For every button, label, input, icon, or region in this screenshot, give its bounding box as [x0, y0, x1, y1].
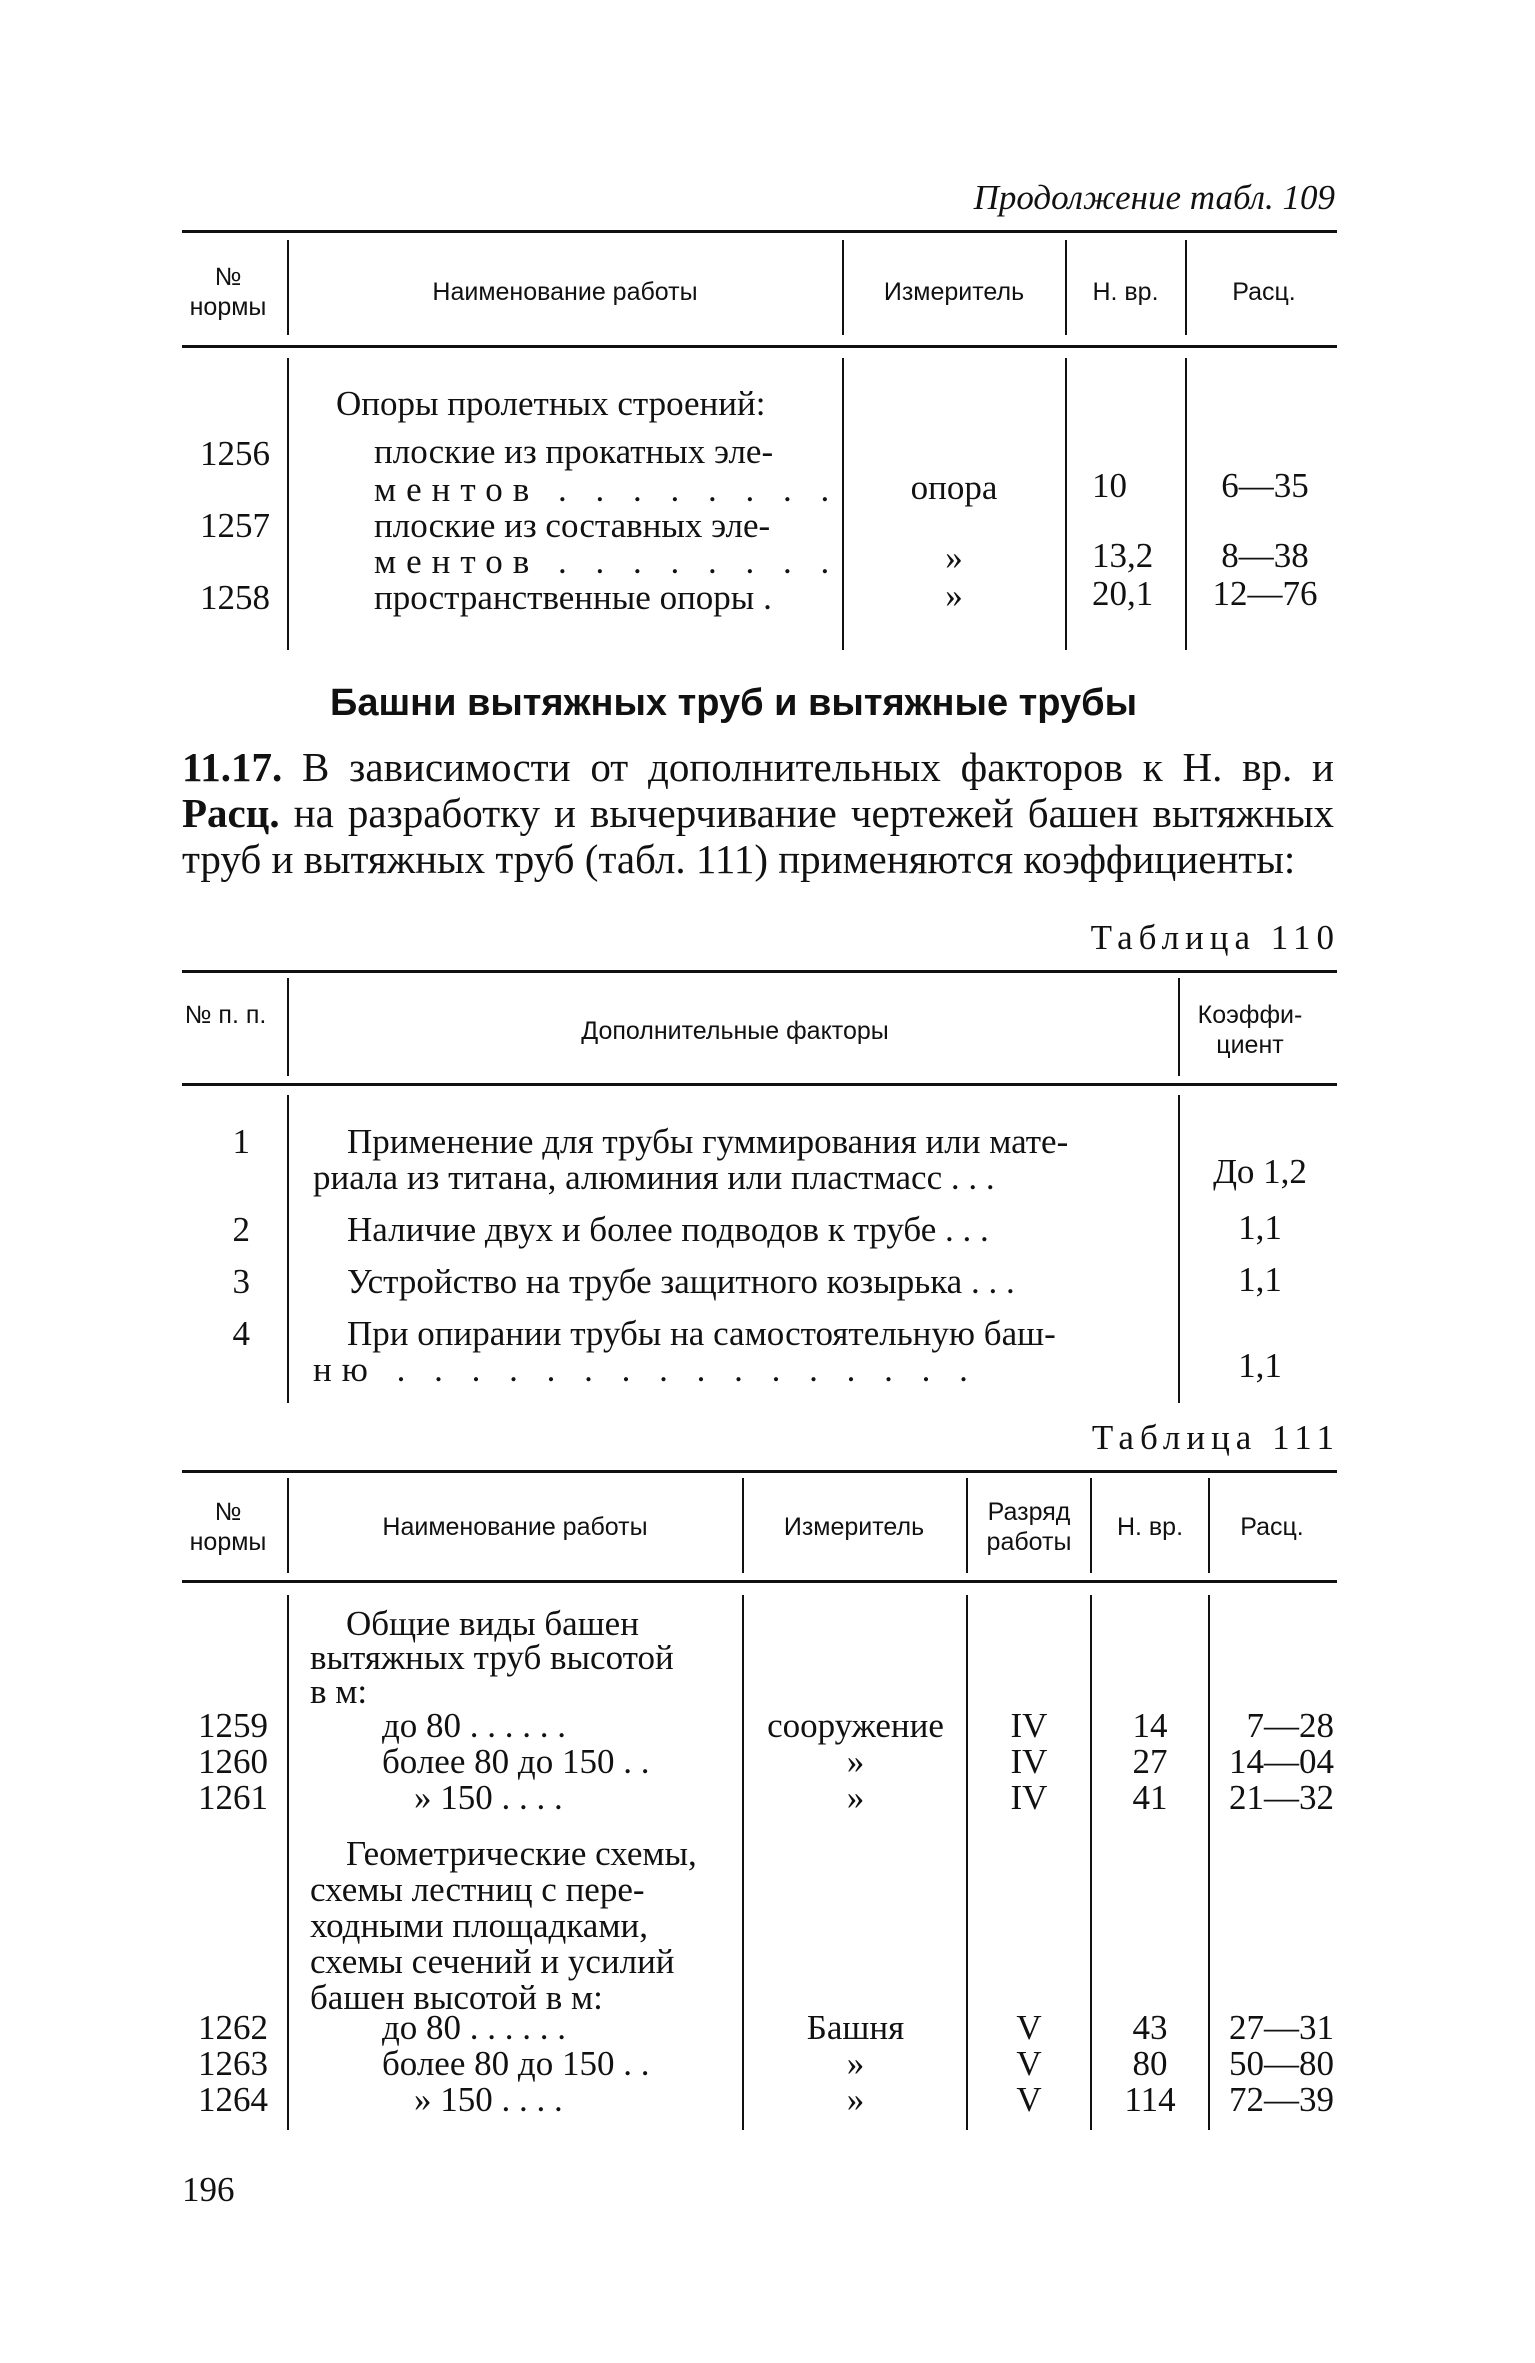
- divider: [842, 358, 844, 650]
- unit-cell: опора: [910, 468, 998, 507]
- group-title-line: Общие виды башен: [346, 1604, 639, 1643]
- unit-cell: Башня: [806, 2008, 905, 2047]
- work-name-line: до 80 . . . . . .: [382, 1706, 567, 1745]
- rate-cell: 14—04: [1229, 1742, 1334, 1781]
- work-name-line: плоские из прокатных эле-: [374, 432, 774, 471]
- norm-number: 1261: [198, 1778, 268, 1817]
- rate-cell: 7—28: [1246, 1706, 1334, 1745]
- norm-number: 1264: [198, 2080, 268, 2119]
- coefficient-cell: 1,1: [1238, 1346, 1282, 1385]
- header-unit: Измеритель: [883, 278, 1025, 306]
- time-norm-cell: 10: [1092, 466, 1127, 505]
- rate-cell: 50—80: [1229, 2044, 1334, 2083]
- unit-cell: »: [846, 2080, 865, 2119]
- page-number: 196: [182, 2170, 235, 2209]
- work-name-line: до 80 . . . . . .: [382, 2008, 567, 2047]
- work-name-line: ментов . . . . . . . .: [374, 470, 840, 509]
- work-name-line: пространственные опоры .: [374, 578, 772, 617]
- divider: [1090, 1595, 1092, 2130]
- header-norm-number: № нормы: [189, 263, 267, 321]
- unit-cell: »: [945, 576, 963, 615]
- unit-cell: »: [846, 1778, 865, 1817]
- time-norm-cell: 114: [1124, 2080, 1176, 2119]
- divider: [1178, 1095, 1180, 1403]
- header-rate: Расц.: [1240, 1513, 1304, 1541]
- work-name-line: более 80 до 150 . .: [382, 2044, 650, 2083]
- norm-number: 1257: [200, 506, 270, 545]
- unit-cell: »: [846, 1742, 865, 1781]
- item-number: 1: [232, 1122, 250, 1161]
- time-norm-cell: 13,2: [1092, 536, 1154, 575]
- divider: [287, 240, 289, 335]
- divider: [287, 1595, 289, 2130]
- group-title-line: схемы лестниц с пере-: [310, 1870, 645, 1909]
- unit-cell: сооружение: [767, 1706, 944, 1745]
- coefficient-cell: До 1,2: [1213, 1152, 1307, 1191]
- divider: [1208, 1478, 1210, 1573]
- rate-cell: 8—38: [1221, 536, 1309, 575]
- divider: [842, 240, 844, 335]
- work-name-line: » 150 . . . .: [414, 1778, 563, 1817]
- rate-cell: 27—31: [1229, 2008, 1334, 2047]
- work-name-line: ментов . . . . . . . .: [374, 542, 840, 581]
- table-111-top-rule: [182, 1470, 1337, 1473]
- paragraph-text: В зависимости от дополнительных факторов к Н. вр. и: [282, 744, 1334, 790]
- divider: [1065, 240, 1067, 335]
- item-number: 3: [232, 1262, 250, 1301]
- divider: [1090, 1478, 1092, 1573]
- divider: [1185, 358, 1187, 650]
- rate-cell: 21—32: [1229, 1778, 1334, 1817]
- divider: [1185, 240, 1187, 335]
- table-110-caption: Таблица 110: [1090, 918, 1340, 957]
- grade-cell: V: [1016, 2008, 1042, 2047]
- time-norm-cell: 41: [1132, 1778, 1168, 1817]
- header-item-number: № п. п.: [184, 1001, 267, 1029]
- header-factors: Дополнительные факторы: [581, 1017, 889, 1045]
- group-title-line: в м:: [310, 1672, 368, 1711]
- paragraph-bold-term: Расц.: [182, 790, 280, 836]
- section-paragraph: [182, 744, 1334, 882]
- divider: [742, 1595, 744, 2130]
- group-title-line: ходными площадками,: [310, 1906, 648, 1945]
- header-work-name: Наименование работы: [382, 1513, 648, 1541]
- group-title: Опоры пролетных строений:: [336, 384, 766, 423]
- table-109-header-rule: [182, 345, 1337, 348]
- norm-number: 1263: [198, 2044, 268, 2083]
- grade-cell: IV: [1010, 1742, 1048, 1781]
- coefficient-cell: 1,1: [1238, 1260, 1282, 1299]
- factor-line: Применение для трубы гуммирования или мате-: [347, 1122, 1069, 1161]
- divider: [287, 1478, 289, 1573]
- divider: [287, 358, 289, 650]
- divider: [966, 1595, 968, 2130]
- grade-cell: V: [1016, 2080, 1042, 2119]
- work-name-line: » 150 . . . .: [414, 2080, 563, 2119]
- table-109-caption: Продолжение табл. 109: [973, 178, 1335, 217]
- norm-number: 1258: [200, 578, 270, 617]
- group-title-line: схемы сечений и усилий: [310, 1942, 675, 1981]
- section-heading: Башни вытяжных труб и вытяжные трубы: [330, 682, 1138, 724]
- divider: [1178, 978, 1180, 1076]
- table-109-top-rule: [182, 230, 1337, 233]
- work-name-line: плоские из составных эле-: [374, 506, 771, 545]
- time-norm-cell: 14: [1132, 1706, 1168, 1745]
- rate-cell: 6—35: [1221, 466, 1309, 505]
- header-time-norm: Н. вр.: [1092, 278, 1159, 306]
- divider: [287, 978, 289, 1076]
- group-title-line: вытяжных труб высотой: [310, 1638, 674, 1677]
- header-norm-number: № нормы: [189, 1498, 267, 1556]
- group-title-line: Геометрические схемы,: [346, 1834, 697, 1873]
- factor-line: риала из титана, алюминия или пластмасс . . .: [313, 1158, 995, 1197]
- item-number: 4: [232, 1314, 250, 1353]
- divider: [1208, 1595, 1210, 2130]
- grade-cell: IV: [1010, 1778, 1048, 1817]
- header-rate: Расц.: [1232, 278, 1296, 306]
- factor-line: При опирании трубы на самостоятельную баш-: [347, 1314, 1056, 1353]
- time-norm-cell: 20,1: [1092, 574, 1154, 613]
- work-name-line: более 80 до 150 . .: [382, 1742, 650, 1781]
- divider: [287, 1095, 289, 1403]
- divider: [742, 1478, 744, 1573]
- rate-cell: 12—76: [1212, 574, 1318, 613]
- norm-number: 1259: [198, 1706, 268, 1745]
- divider: [966, 1478, 968, 1573]
- norm-number: 1260: [198, 1742, 268, 1781]
- paragraph-number: 11.17.: [182, 744, 283, 790]
- paragraph-text: на разработку и вычерчивание чертежей башен вытяжных труб и вытяжных труб (табл. 111) применяются коэффициенты:: [182, 790, 1334, 882]
- rate-cell: 72—39: [1229, 2080, 1334, 2119]
- norm-number: 1262: [198, 2008, 268, 2047]
- table-111-caption: Таблица 111: [1091, 1418, 1340, 1457]
- header-work-name: Наименование работы: [432, 278, 698, 306]
- time-norm-cell: 27: [1132, 1742, 1168, 1781]
- grade-cell: V: [1016, 2044, 1042, 2083]
- table-111-header-rule: [182, 1580, 1337, 1583]
- factor-line: Наличие двух и более подводов к трубе . . .: [347, 1210, 989, 1249]
- factor-line: Устройство на трубе защитного козырька . . .: [347, 1262, 1015, 1301]
- header-grade: Разряд работы: [986, 1498, 1072, 1556]
- unit-cell: »: [846, 2044, 865, 2083]
- time-norm-cell: 43: [1132, 2008, 1168, 2047]
- group-title-line: башен высотой в м:: [310, 1978, 603, 2017]
- item-number: 2: [232, 1210, 250, 1249]
- factor-line: ню . . . . . . . . . . . . . . . .: [313, 1350, 978, 1389]
- norm-number: 1256: [200, 434, 270, 473]
- unit-cell: »: [945, 538, 963, 577]
- table-110-header-rule: [182, 1083, 1337, 1086]
- time-norm-cell: 80: [1132, 2044, 1168, 2083]
- divider: [1065, 358, 1067, 650]
- grade-cell: IV: [1010, 1706, 1048, 1745]
- table-110-top-rule: [182, 970, 1337, 973]
- header-coefficient: Коэффи- циент: [1197, 1001, 1303, 1059]
- coefficient-cell: 1,1: [1238, 1208, 1282, 1247]
- header-time-norm: Н. вр.: [1116, 1513, 1184, 1541]
- header-unit: Измеритель: [783, 1513, 925, 1541]
